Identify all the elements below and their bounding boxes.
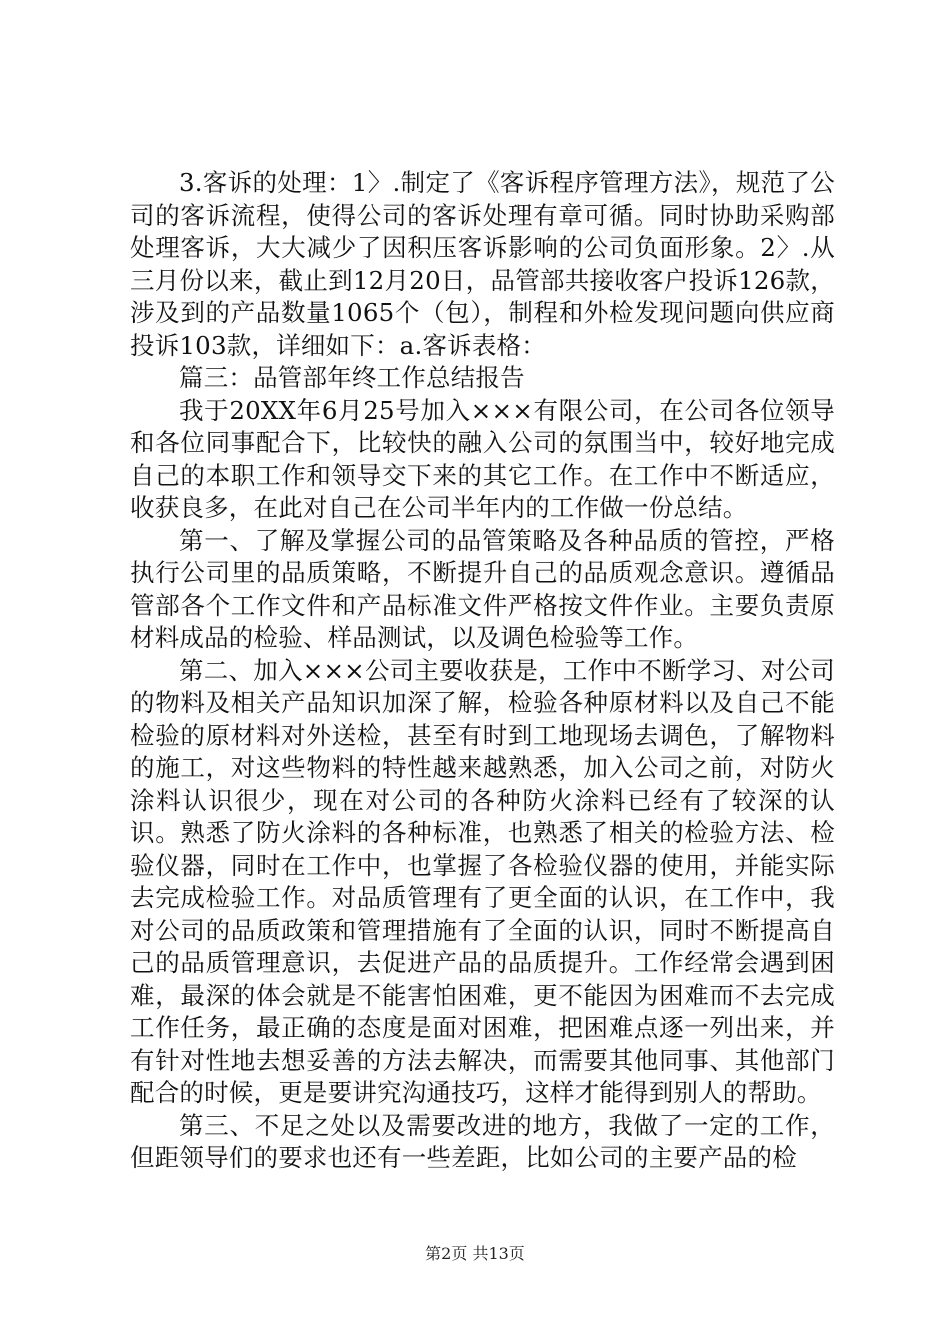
paragraph-complaint-handling: 3.客诉的处理：1〉.制定了《客诉程序管理方法》，规范了公司的客诉流程，使得公司的客诉处理有章可循。同时协助采购部处理客诉，大大减少了因积压客诉影响的公司负面形象。2〉.从三月份以来，截止到12月20日，品管部共接收客户投诉126款，涉及到的产品数量1065个（包），制程和外检发现问题向供应商投诉103款，详细如下：a.客诉表格：: [130, 168, 835, 360]
paragraph-third: 第三、不足之处以及需要改进的地方，我做了一定的工作，但距领导们的要求也还有一些差距，比如公司的主要产品的检: [130, 1110, 835, 1172]
section-heading: 篇三：品管部年终工作总结报告: [179, 363, 525, 392]
page-footer: 第2页 共13页: [425, 1244, 525, 1263]
paragraph-intro: 我于20XX年6月25号加入×××有限公司，在公司各位领导和各位同事配合下，比较快的融入公司的氛围当中，较好地完成自己的本职工作和领导交下来的其它工作。在工作中不断适应，收获良多，在此对自己在公司半年内的工作做一份总结。: [130, 395, 835, 522]
paragraph-second: 第二、加入×××公司主要收获是，工作中不断学习、对公司的物料及相关产品知识加深了解，检验各种原材料以及自己不能检验的原材料对外送检，甚至有时到工地现场去调色，了解物料的施工，对这些物料的特性越来越熟悉，加入公司之前，对防火涂料认识很少，现在对公司的各种防火涂料已经有了较深的认识。熟悉了防火涂料的各种标准，也熟悉了相关的检验方法、检验仪器，同时在工作中，也掌握了各检验仪器的使用，并能实际去完成检验工作。对品质管理有了更全面的认识，在工作中，我对公司的品质政策和管理措施有了全面的认识，同时不断提高自己的品质管理意识，去促进产品的品质提升。工作经常会遇到困难，最深的体会就是不能害怕困难，更不能因为困难而不去完成工作任务，最正确的态度是面对困难，把困难点逐一列出来，并有针对性地去想妥善的方法去解决，而需要其他同事、其他部门配合的时候，更是要讲究沟通技巧，这样才能得到别人的帮助。: [130, 655, 835, 1107]
document-body: [130, 167, 835, 1175]
paragraph-first: 第一、了解及掌握公司的品管策略及各种品质的管控，严格执行公司里的品质策略，不断提升自己的品质观念意识。遵循品管部各个工作文件和产品标准文件严格按文件作业。主要负责原材料成品的检验、样品测试，以及调色检验等工作。: [130, 525, 835, 652]
